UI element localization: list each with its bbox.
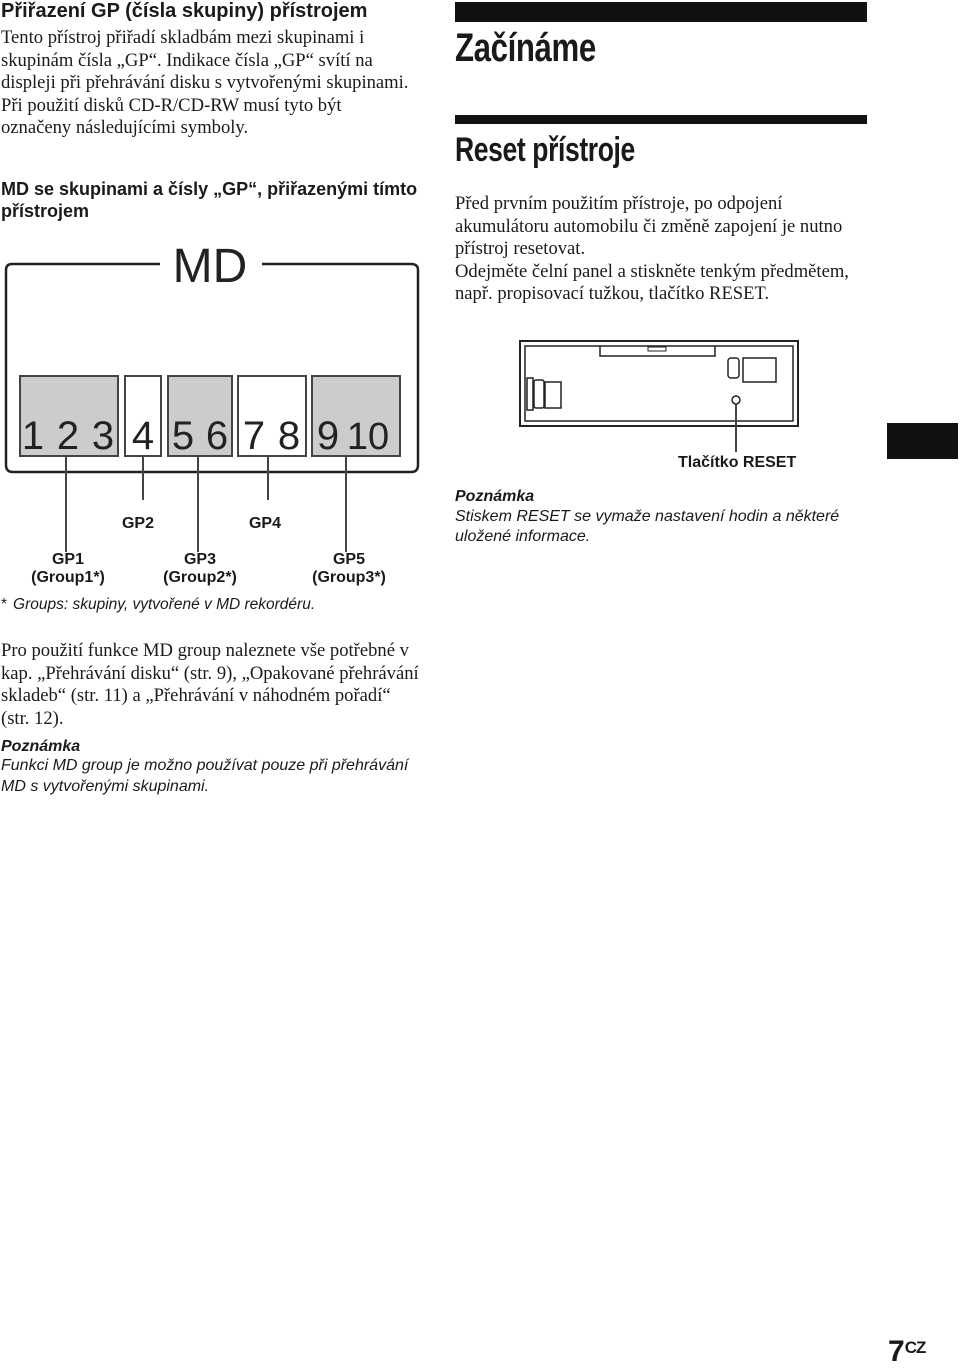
- track-number: 9: [316, 414, 340, 458]
- reset-hole[interactable]: [732, 396, 740, 404]
- reset-button-label: Tlačítko RESET: [678, 454, 797, 471]
- note-text: Stiskem RESET se vymaže nastavení hodin a některé uložené informace.: [455, 508, 840, 545]
- track-number: 2: [56, 414, 80, 458]
- track-number: 4: [131, 414, 155, 458]
- group-label-gp2: GP2: [121, 515, 155, 532]
- section-heading: Přiřazení GP (čísla skupiny) přístrojem: [1, 0, 368, 22]
- track-number: 8: [277, 414, 301, 458]
- track-number: 7: [242, 414, 266, 458]
- section-rule: [455, 115, 867, 124]
- page-number-value: 7: [888, 1335, 904, 1368]
- group-sublabel-gp1: (Group1*): [31, 569, 105, 586]
- track-number: 5: [171, 414, 195, 458]
- md-group-paragraph: Pro použití funkce MD group naleznete vše potřebné v kap. „Přehrávání disku“ (str. 9), „Opakované přehrávání skladeb“ (str. 11) a „Přehrávání v náhodném pořadí“ (str. 12).: [1, 640, 419, 729]
- footnote-mark: *: [1, 596, 8, 613]
- page-language-suffix: CZ: [904, 1338, 926, 1357]
- diagram-subheading: MD se skupinami a čísly „GP“, přiřazenými tímto přístrojem: [1, 179, 418, 221]
- reset-paragraph: Před prvním použitím přístroje, po odpojení akumulátoru automobilu či změně zapojení je nutno přístroj resetovat.: [455, 193, 843, 260]
- header-bar: [455, 2, 867, 22]
- track-number: 6: [205, 414, 229, 458]
- intro-paragraph: Při použití disků CD-R/CD-RW musí tyto být označeny následujícími symboly.: [1, 94, 342, 139]
- side-tab-marker: [887, 423, 958, 459]
- group-label-gp3: GP3: [183, 551, 217, 568]
- track-number: 3: [91, 414, 115, 458]
- footnote: [1, 596, 315, 614]
- section-title: Začínáme: [455, 26, 596, 70]
- reset-paragraph: Odejměte čelní panel a stiskněte tenkým předmětem, např. propisovací tužkou, tlačítko RESET.: [455, 260, 849, 305]
- group-sublabel-gp3: (Group2*): [163, 569, 237, 586]
- group-label-gp1: GP1: [51, 551, 85, 568]
- note-label: Poznámka: [455, 488, 535, 505]
- page-number: [888, 1335, 925, 1369]
- reset-text: [455, 193, 865, 306]
- group-label-gp5: GP5: [332, 551, 366, 568]
- track-number: 1: [21, 414, 45, 458]
- md-group-diagram: [0, 238, 430, 600]
- note-text: Funkci MD group je možno používat pouze při přehrávání MD s vytvořenými skupinami.: [1, 757, 409, 795]
- md-label: MD: [172, 240, 248, 293]
- group-sublabel-gp5: (Group3*): [312, 569, 386, 586]
- intro-paragraph: Tento přístroj přiřadí skladbám mezi skupinami i skupinám čísla „GP“. Indikace čísla „GP“ svítí na displeji při přehrávání disku s vytvořenými skupinami.: [1, 27, 409, 94]
- group-label-gp4: GP4: [248, 515, 282, 532]
- reset-title: Reset přístroje: [455, 131, 635, 169]
- intro-text: [1, 27, 411, 140]
- note-label: Poznámka: [1, 738, 81, 755]
- track-number: 10: [346, 416, 390, 458]
- footnote-text: Groups: skupiny, vytvořené v MD rekordéru.: [13, 596, 316, 613]
